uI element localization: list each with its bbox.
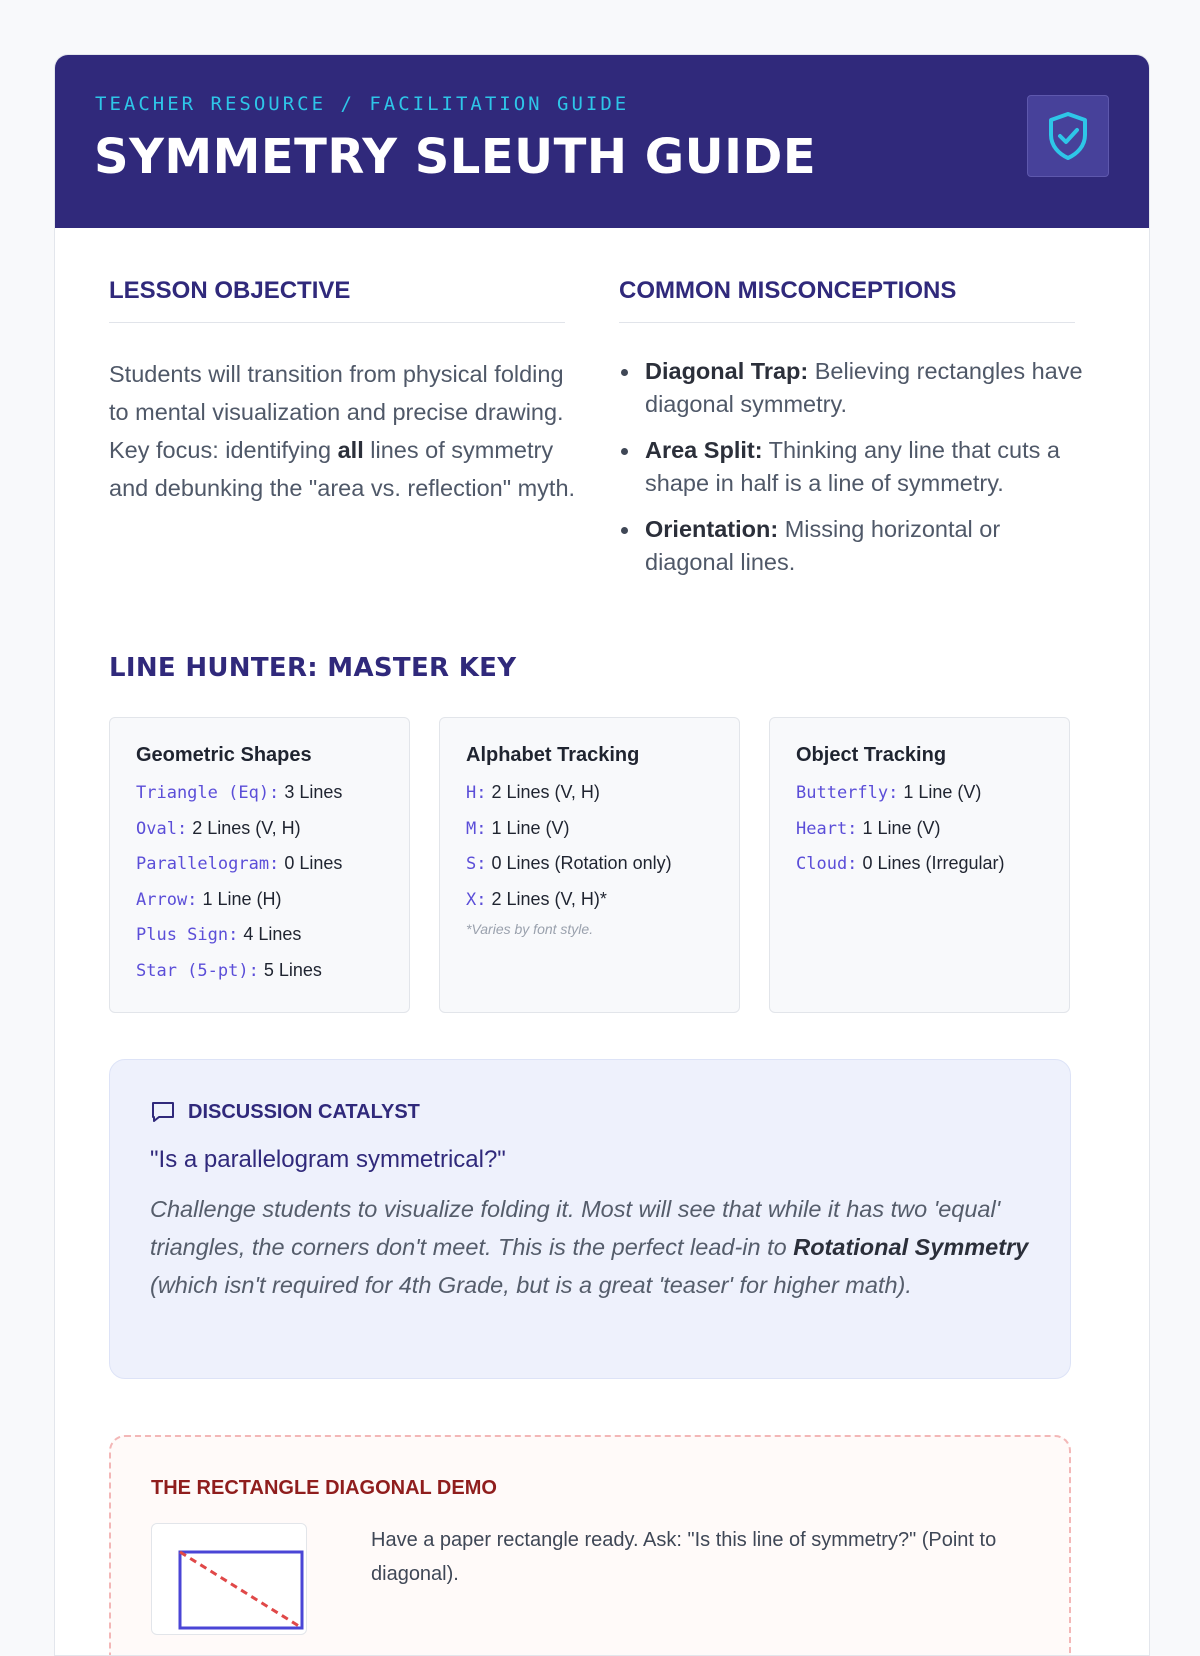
key-row xyxy=(466,882,713,918)
discussion-body-bold: Rotational Symmetry xyxy=(793,1234,1029,1260)
discussion-question: "Is a parallelogram symmetrical?" xyxy=(150,1146,506,1173)
objective-text-end: lines of symmetry and debunking the "area vs. reflection" myth. xyxy=(109,437,576,501)
key-value: 0 Lines (Rotation only) xyxy=(491,853,672,873)
rectangle-diagonal-illustration xyxy=(152,1524,306,1634)
misconception-term: Diagonal Trap: xyxy=(645,358,809,384)
key-row xyxy=(796,846,1043,882)
key-row xyxy=(796,811,1043,847)
key-box-geometric-shapes xyxy=(109,717,410,1013)
key-row xyxy=(796,775,1043,811)
shield-badge xyxy=(1027,95,1109,177)
misconception-term: Area Split: xyxy=(645,437,763,463)
key-value: 2 Lines (V, H) xyxy=(192,817,301,838)
key-box-object-tracking xyxy=(769,717,1070,1013)
key-row xyxy=(136,882,383,918)
master-key-heading: LINE HUNTER: MASTER KEY xyxy=(109,653,517,683)
misconception-text: Believing rectangles have diagonal symmetry. xyxy=(645,358,1083,417)
key-box-title: Alphabet Tracking xyxy=(466,744,640,766)
key-value: 5 Lines xyxy=(263,959,322,980)
key-value: 1 Line (V) xyxy=(862,817,941,838)
key-label: X: xyxy=(466,889,487,910)
discussion-body-end: (which isn't required for 4th Grade, but is a great 'teaser' for higher math). xyxy=(150,1272,912,1298)
key-value: 1 Line (V) xyxy=(903,782,982,802)
objective-text-start: Students will transition from physical folding to mental visualization and precise drawing. Key focus: identifying xyxy=(109,361,564,463)
header-kicker: TEACHER RESOURCE / FACILITATION GUIDE xyxy=(95,93,630,115)
discussion-label-row xyxy=(150,1100,420,1124)
key-row xyxy=(136,775,383,811)
objective-rule xyxy=(109,322,565,323)
misconceptions-list xyxy=(619,355,1089,592)
key-label: Cloud: xyxy=(796,854,858,874)
key-row xyxy=(466,775,713,811)
key-label: Star (5-pt): xyxy=(136,960,259,981)
key-value: 1 Line (H) xyxy=(202,888,282,909)
misconceptions-rule xyxy=(619,322,1075,323)
key-label: Butterfly: xyxy=(796,783,899,803)
font-style-note: *Varies by font style. xyxy=(466,921,594,937)
key-row xyxy=(136,846,383,882)
key-label: Parallelogram: xyxy=(136,854,280,874)
objective-text xyxy=(109,355,579,507)
discussion-body xyxy=(150,1190,1040,1304)
page-title: SYMMETRY SLEUTH GUIDE xyxy=(94,129,817,185)
misconception-text: Missing horizontal or diagonal lines. xyxy=(645,516,1001,575)
key-box-title: Object Tracking xyxy=(796,744,947,766)
key-label: Heart: xyxy=(796,818,858,839)
list-item xyxy=(619,513,1089,579)
demo-text: Have a paper rectangle ready. Ask: "Is this line of symmetry?" (Point to diagonal). xyxy=(371,1529,997,1585)
key-value: 2 Lines (V, H)* xyxy=(491,888,607,909)
rectangle-demo-callout xyxy=(109,1435,1071,1656)
key-value: 3 Lines xyxy=(284,782,343,802)
key-row xyxy=(136,953,383,989)
key-label: Oval: xyxy=(136,818,188,839)
key-value: 0 Lines xyxy=(284,853,343,873)
key-row xyxy=(136,811,383,847)
list-item xyxy=(619,355,1089,421)
key-label: Triangle (Eq): xyxy=(136,783,280,803)
misconception-text: Thinking any line that cuts a shape in half is a line of symmetry. xyxy=(645,437,1060,496)
key-box-alphabet-tracking xyxy=(439,717,740,1013)
rectangle-figure xyxy=(151,1523,307,1635)
key-box-title: Geometric Shapes xyxy=(136,744,312,766)
key-value: 4 Lines xyxy=(243,924,302,944)
key-label: H: xyxy=(466,783,487,803)
key-value: 1 Line (V) xyxy=(491,817,570,838)
objective-heading: LESSON OBJECTIVE xyxy=(109,277,351,304)
demo-heading: THE RECTANGLE DIAGONAL DEMO xyxy=(151,1477,497,1499)
misconception-term: Orientation: xyxy=(645,516,779,542)
key-label: Plus Sign: xyxy=(136,925,239,945)
shield-check-icon xyxy=(1046,111,1090,161)
objective-text-bold: all xyxy=(337,437,364,463)
list-item xyxy=(619,434,1089,500)
discussion-label: DISCUSSION CATALYST xyxy=(188,1100,420,1123)
guide-card xyxy=(54,54,1150,1656)
discussion-callout xyxy=(109,1059,1071,1379)
header-banner xyxy=(55,55,1149,228)
key-label: S: xyxy=(466,854,487,874)
key-row xyxy=(466,811,713,847)
key-row xyxy=(136,917,383,953)
key-row xyxy=(466,846,713,882)
key-label: M: xyxy=(466,818,487,839)
key-value: 2 Lines (V, H) xyxy=(491,782,600,802)
key-label: Arrow: xyxy=(136,889,198,910)
key-value: 0 Lines (Irregular) xyxy=(862,853,1005,873)
misconceptions-heading: COMMON MISCONCEPTIONS xyxy=(619,277,957,304)
chat-bubble-icon xyxy=(150,1100,176,1124)
discussion-body-start: Challenge students to visualize folding it. Most will see that while it has two 'equal' triangles, the corners don't meet. This is the perfect lead-in to xyxy=(150,1196,1001,1260)
